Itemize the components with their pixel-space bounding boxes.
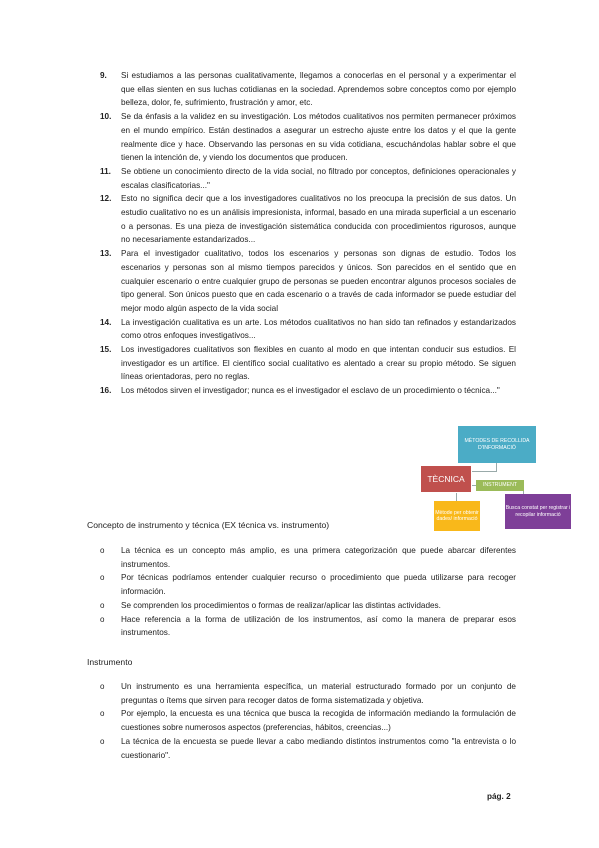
bullet-text: Hace referencia a la forma de utilización de los instrumentos, así como la manera de preparar esos instrumentos. — [121, 614, 516, 638]
item-text: La investigación cualitativa es un arte. Los métodos cualitativos no han sido tan refinados y estandarizados como otros enfoques investigativos... — [121, 317, 516, 341]
instrument-bullet-list — [100, 680, 516, 762]
list-item — [100, 384, 516, 398]
instrument-box: INSTRUMENT — [476, 480, 524, 491]
connector-line — [496, 463, 497, 471]
bullet-text: Un instrumento es una herramienta específica, un material estructurado formado por un conjunto de preguntas o ítems que sirven para recoger datos de forma sistematizada y objetiva. — [121, 682, 516, 705]
bullet-text: Se comprenden los procedimientos o formas de realizar/aplicar las distintas actividades. — [121, 600, 441, 610]
bullet-marker: o — [100, 573, 105, 583]
item-number: 16. — [100, 386, 112, 396]
list-item — [100, 69, 516, 110]
list-item — [100, 192, 516, 247]
instrument-description-box: Busca constat per registrar i recopilar informació — [505, 494, 571, 529]
list-item — [100, 544, 516, 571]
item-number: 14. — [100, 317, 112, 327]
list-item — [100, 343, 516, 384]
list-item — [100, 110, 516, 165]
technique-description-box: Mètode per obtenir dades/ informació — [434, 501, 480, 531]
item-number: 15. — [100, 345, 112, 355]
list-item — [100, 571, 516, 598]
bullet-marker: o — [100, 682, 105, 691]
page-number: pág. 2 — [487, 792, 511, 801]
concept-bullet-list — [100, 544, 516, 640]
numbered-list — [100, 69, 516, 398]
connector-line — [456, 493, 457, 501]
item-number: 11. — [100, 166, 111, 176]
list-item — [100, 735, 516, 762]
list-item — [100, 316, 516, 343]
technique-instrument-diagram — [418, 421, 576, 532]
list-item — [100, 707, 516, 734]
list-item — [100, 613, 516, 640]
item-number: 12. — [100, 194, 112, 204]
item-text: Los investigadores cualitativos son flexibles en cuanto al modo en que intentan conducir sus estudios. El investigador es un artífice. El científico social cualitativo es alentado a crear su propio método. Se siguen líneas orientadoras, pero no reglas. — [121, 345, 516, 382]
item-text: Se obtiene un conocimiento directo de la vida social, no filtrado por conceptos, definiciones operacionales y escalas clasificatorias..." — [121, 166, 516, 190]
list-item — [100, 247, 516, 316]
item-text: Para el investigador cualitativo, todos los escenarios y personas son dignas de estudio. Todos los escenarios y personas son al mismo tiempos parecidos y únicos. Son parecidos en el sentido que en cualquier escenario o entre cualquier grupo de personas se pueden encontrar algunos procesos sociales de tipo general. Son únicos puesto que en cada escenario o a través de cada informador se puede estudiar del mejor modo algún aspecto de la vida social — [121, 249, 516, 313]
bullet-marker: o — [100, 614, 105, 624]
bullet-marker: o — [100, 546, 105, 555]
list-item — [100, 680, 516, 707]
section-heading-instrument: Instrumento — [87, 657, 133, 667]
technique-box: TÈCNICA — [420, 465, 472, 493]
item-number: 13. — [100, 249, 112, 259]
item-text: Si estudiamos a las personas cualitativamente, llegamos a conocerlas en el personal y a experimentar el que ellas sienten en sus luchas cotidianas en la sociedad. Aprendemos sobre conceptos como por ejemplo belleza, dolor, fe, sufrimiento, frustración y amor, etc. — [121, 71, 516, 108]
bullet-marker: o — [100, 736, 105, 746]
item-text: Los métodos sirven el investigador; nunca es el investigador el esclavo de un procedimiento o técnica..." — [121, 386, 500, 396]
section-heading-concept: Concepto de instrumento y técnica (EX técnica vs. instrumento) — [87, 520, 330, 530]
bullet-text: La técnica es un concepto más amplio, es una primera categorización que puede abarcar diferentes instrumentos. — [121, 546, 516, 569]
item-number: 9. — [100, 71, 107, 80]
methods-box: MÈTODES DE RECOLLIDA D'INFORMACIÓ — [458, 426, 536, 463]
list-item — [100, 599, 516, 613]
item-text: Esto no significa decir que a los investigadores cualitativos no los preocupa la precisión de sus datos. Un estudio cualitativo no es un análisis impresionista, informal, basado en una mirada superficial a un escenario o a personas. Es una pieza de investigación sistemática conducida con procedimientos rigurosos, aunque no necesariamente estandarizados... — [121, 194, 516, 245]
list-item — [100, 165, 516, 192]
bullet-text: Por ejemplo, la encuesta es una técnica que busca la recogida de información mediando la formulación de cuestiones sobre numerosos aspectos (preferencias, hábitos, creencias...) — [121, 709, 516, 733]
bullet-marker: o — [100, 600, 105, 610]
bullet-text: Por técnicas podríamos entender cualquier recurso o procedimiento que pueda utilizarse para recoger información. — [121, 573, 516, 597]
item-number: 10. — [100, 112, 112, 122]
connector-line — [472, 471, 497, 472]
bullet-text: La técnica de la encuesta se puede llevar a cabo mediando distintos instrumentos como "la entrevista o lo cuestionario". — [121, 736, 516, 760]
item-text: Se da énfasis a la validez en su investigación. Los métodos cualitativos nos permiten permanecer próximos en el mundo empírico. Están destinados a asegurar un estrecho ajuste entre los datos y el que la gente realmente dice y hace. Observando las personas en su vida cotidiana, escuchándolas hablar sobre el que tienen la intención de, y viendo los documentos que producen. — [121, 112, 516, 163]
bullet-marker: o — [100, 709, 105, 719]
